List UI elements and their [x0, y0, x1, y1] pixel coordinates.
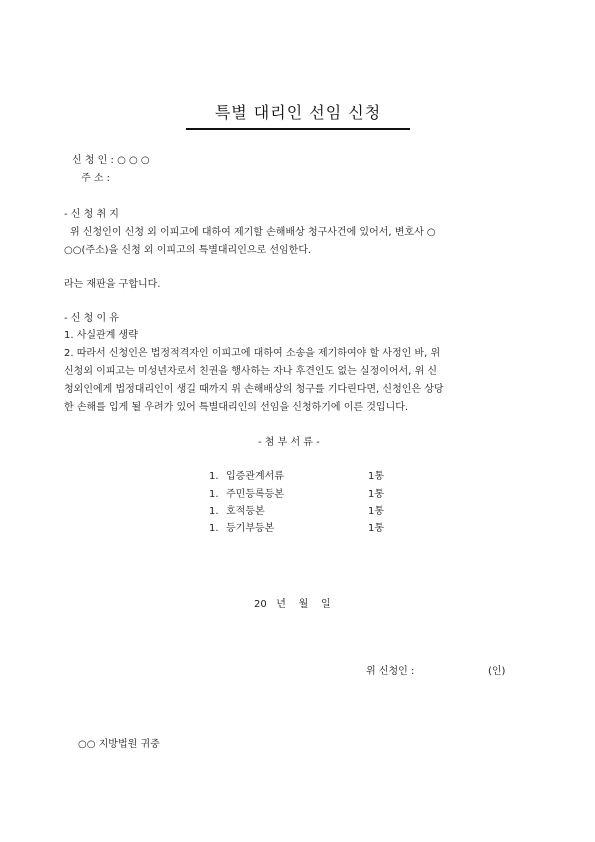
document-title: 특별 대리인 선임 신청	[214, 103, 382, 122]
attachments-heading: - 첨 부 서 류 -	[258, 437, 320, 448]
purpose-line-1: 위 신청인이 신청 외 이피고에 대하여 제기할 손해배상 청구사건에 있어서, 변호사 ○	[70, 227, 436, 238]
applicant-name: 신 청 인 : ○ ○ ○	[72, 155, 150, 166]
attachment-qty: 1통	[368, 523, 385, 534]
purpose-heading: - 신 청 취 지	[64, 209, 119, 220]
attachment-name: 입증관계서류	[226, 471, 284, 482]
reasons-item-2-line-1: 2. 따라서 신청인은 법정적격자인 이피고에 대하여 소송을 제기하여야 할 사정인 바, 위	[64, 348, 441, 359]
seal-placeholder: (인)	[488, 666, 506, 677]
filing-date: 20 년 월 일	[254, 599, 331, 610]
reasons-item-1: 1. 사실관계 생략	[64, 330, 138, 341]
attachment-qty: 1통	[368, 506, 385, 517]
title-underline	[186, 128, 410, 130]
attachment-qty: 1통	[368, 489, 385, 500]
attachment-qty: 1통	[368, 471, 385, 482]
reasons-item-2-line-4: 한 손해를 입게 될 우려가 있어 특별대리인의 선임을 신청하기에 이른 것입니다.	[64, 402, 409, 413]
attachment-number: 1.	[209, 471, 219, 482]
attachment-name: 등기부등본	[226, 523, 275, 534]
attachment-name: 주민등록등본	[226, 489, 284, 500]
purpose-line-2: ○○(주소)을 신청 외 이피고의 특별대리인으로 선임한다.	[64, 245, 312, 256]
reasons-item-2-line-3: 청외인에게 법정대리인이 생길 때까지 위 손해배상의 청구를 기다린다면, 신청인은 상당	[64, 384, 444, 395]
court-addressee: ○○ 지방법원 귀중	[78, 739, 160, 750]
attachment-number: 1.	[209, 523, 219, 534]
signature-label: 위 신청인 :	[366, 666, 415, 677]
attachment-number: 1.	[209, 489, 219, 500]
reasons-item-2-line-2: 신청외 이피고는 미성년자로서 친권을 행사하는 자나 후견인도 없는 실정이어서, 위 신	[64, 366, 438, 377]
applicant-address: 주 소 :	[81, 173, 111, 184]
attachment-number: 1.	[209, 506, 219, 517]
reasons-heading: - 신 청 이 유	[64, 313, 119, 324]
purpose-closing: 라는 재판을 구합니다.	[64, 279, 161, 290]
attachment-name: 호적등본	[226, 506, 265, 517]
